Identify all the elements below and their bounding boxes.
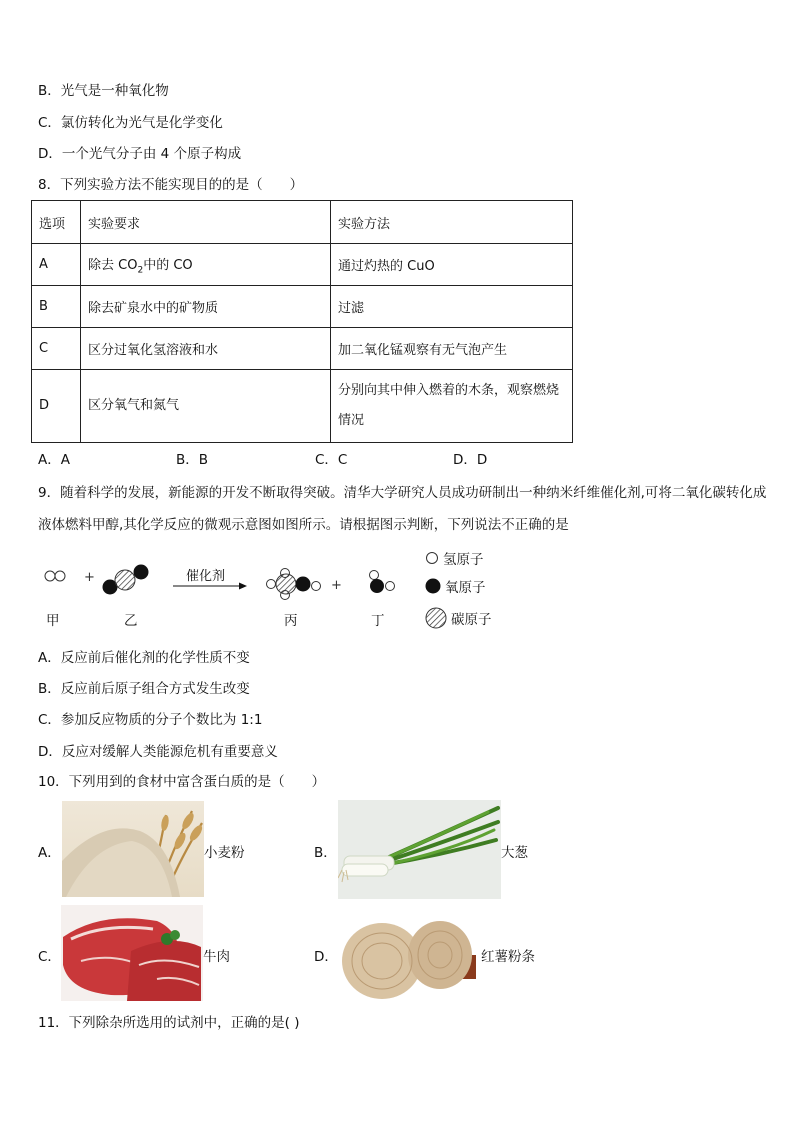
- q9-option-a: A．反应前后催化剂的化学性质不变: [38, 650, 250, 666]
- molecule-bing: [267, 569, 321, 600]
- wheat-flour-image: [62, 801, 204, 897]
- row-requirement: [81, 244, 331, 286]
- q7-option-b: B．光气是一种氧化物: [38, 83, 169, 99]
- q10-name-b: 大葱: [501, 845, 528, 861]
- q9-stem: 9．随着科学的发展，新能源的开发不断取得突破。清华大学研究人员成功研制出一种纳米纤维催化剂,可将二氧化碳转化成液体燃料甲醇,其化学反应的微观示意图如图所示。请根据图示判断，下列说法不正确的是: [38, 485, 767, 533]
- row-requirement: 区分过氧化氢溶液和水: [81, 328, 331, 370]
- q10-name-a: 小麦粉: [204, 845, 245, 861]
- q10-letter-d: D．: [314, 949, 338, 965]
- legend-hydrogen: [425, 544, 492, 572]
- plus-sign: +: [331, 578, 342, 593]
- arrow-head-icon: [239, 583, 247, 590]
- label-bing: 丙: [284, 613, 298, 629]
- plus-sign: +: [84, 570, 95, 585]
- req-subscript: 2: [137, 265, 144, 276]
- q8-stem: 8．下列实验方法不能实现目的的是（ ）: [38, 177, 304, 193]
- q11-stem: 11．下列除杂所选用的试剂中，正确的是( ): [38, 1015, 300, 1031]
- carbon-atom-icon: [425, 607, 447, 629]
- legend-label: 氧原子: [445, 580, 486, 596]
- hydrogen-atom-icon: [425, 551, 439, 565]
- q8-answer-b: B．B: [176, 452, 209, 468]
- molecule-ding: [370, 571, 395, 594]
- req-text-post: 中的 CO: [143, 257, 193, 273]
- atom-legend: [425, 544, 492, 632]
- table-row: [32, 244, 573, 286]
- q10-letter-b: B．: [314, 845, 337, 861]
- q10-letter-c: C．: [38, 949, 61, 965]
- label-ding: 丁: [371, 613, 385, 629]
- table-row: [32, 286, 573, 328]
- q9-option-b: B．反应前后原子组合方式发生改变: [38, 681, 250, 697]
- header-requirement: 实验要求: [81, 201, 331, 244]
- legend-oxygen: [425, 572, 492, 600]
- header-method: 实验方法: [331, 201, 573, 244]
- row-option: A: [32, 244, 81, 286]
- legend-carbon: [425, 604, 492, 632]
- catalyst-label: 催化剂: [186, 569, 226, 584]
- oxygen-atom-icon: [425, 578, 441, 594]
- q8-table: [31, 200, 573, 443]
- green-onion-image: [338, 800, 501, 899]
- q7-option-c: C．氯仿转化为光气是化学变化: [38, 115, 223, 131]
- row-method: 过滤: [331, 286, 573, 328]
- beef-image: [61, 905, 203, 1001]
- row-option: D: [32, 370, 81, 443]
- q8-answer-c: C．C: [315, 452, 348, 468]
- row-requirement: 除去矿泉水中的矿物质: [81, 286, 331, 328]
- molecule-jia: [45, 571, 65, 581]
- q9-option-c: C．参加反应物质的分子个数比为 1:1: [38, 712, 263, 728]
- q10-name-d: 红薯粉条: [481, 949, 535, 965]
- q10-name-c: 牛肉: [203, 949, 230, 965]
- legend-label: 氢原子: [443, 552, 484, 568]
- req-text-pre: 除去 CO: [88, 257, 138, 273]
- label-yi: 乙: [124, 613, 138, 629]
- molecule-yi: [103, 565, 149, 595]
- q8-answer-d: D．D: [453, 452, 488, 468]
- row-option: C: [32, 328, 81, 370]
- table-header-row: [32, 201, 573, 244]
- q7-option-d: D．一个光气分子由 4 个原子构成: [38, 146, 242, 162]
- q10-stem: 10．下列用到的食材中富含蛋白质的是（ ）: [38, 774, 326, 790]
- label-jia: 甲: [46, 613, 60, 629]
- row-requirement: 区分氧气和氮气: [81, 370, 331, 443]
- q8-answer-a: A．A: [38, 452, 70, 468]
- q9-option-d: D．反应对缓解人类能源危机有重要意义: [38, 744, 278, 760]
- sweet-potato-noodle-image: [340, 905, 480, 1004]
- row-method: 通过灼热的 CuO: [331, 244, 573, 286]
- legend-label: 碳原子: [451, 612, 492, 628]
- q10-letter-a: A．: [38, 845, 61, 861]
- row-option: B: [32, 286, 81, 328]
- row-method: 分别向其中伸入燃着的木条，观察燃烧情况: [331, 370, 573, 443]
- table-row: [32, 328, 573, 370]
- header-option: 选项: [32, 201, 81, 244]
- row-method: 加二氧化锰观察有无气泡产生: [331, 328, 573, 370]
- table-row: [32, 370, 573, 443]
